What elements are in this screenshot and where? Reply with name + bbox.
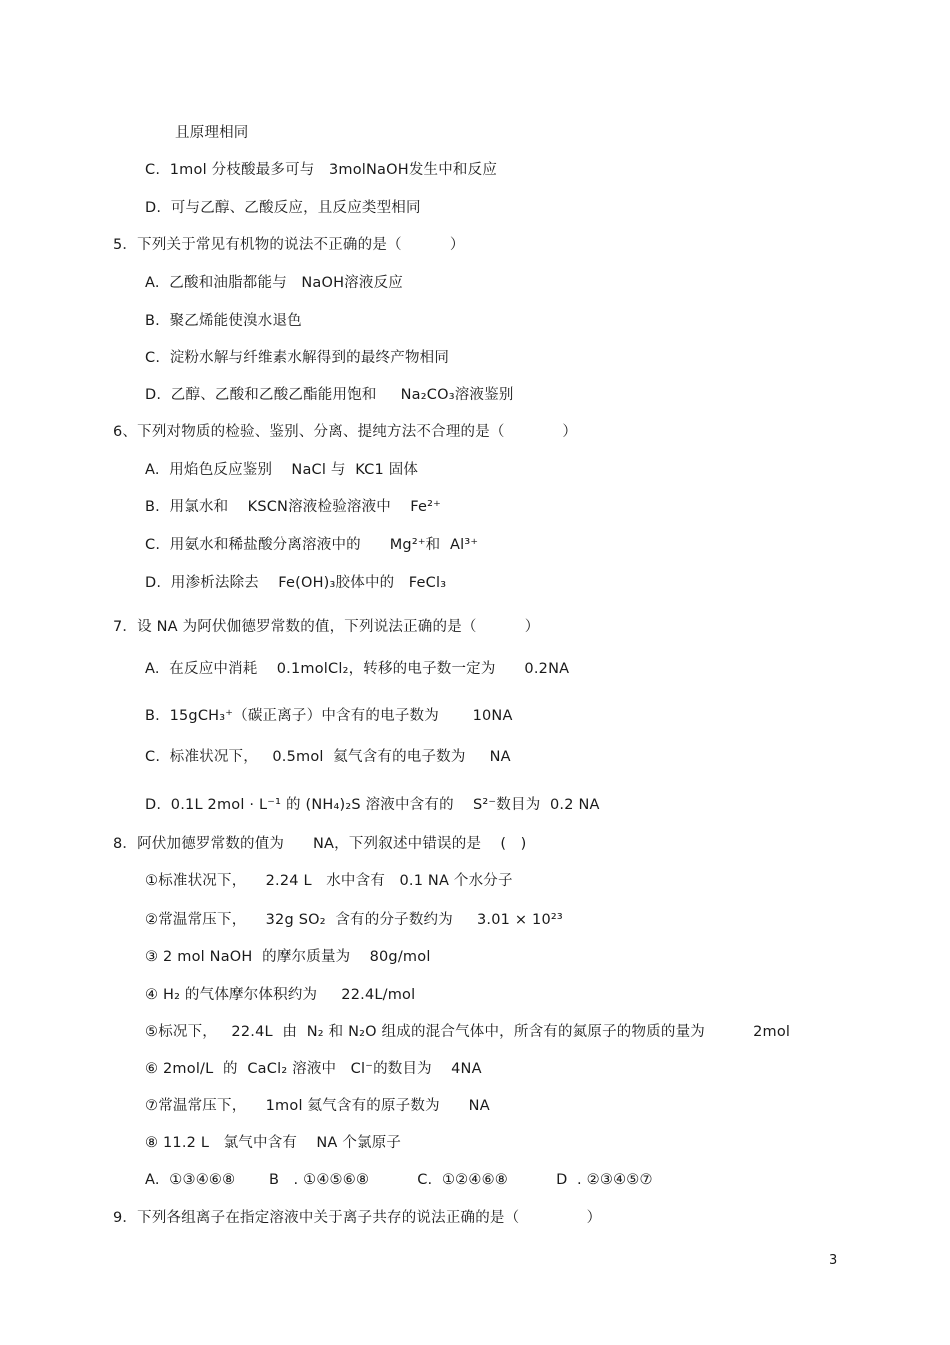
- question-5: 5．下列关于常见有机物的说法不正确的是（ ）: [113, 237, 465, 253]
- option-d: D. 用渗析法除去 Fe(OH)₃胶体中的 FeCl₃: [145, 575, 447, 591]
- option-c: C. 1mol 分枝酸最多可与 3molNaOH发生中和反应: [145, 162, 498, 178]
- text-line: 且原理相同: [175, 125, 249, 141]
- statement-7: ⑦常温常压下， 1mol 氦气含有的原子数为 NA: [145, 1098, 490, 1114]
- statement-6: ⑥ 2mol/L 的 CaCl₂ 溶液中 Cl⁻的数目为 4NA: [145, 1061, 482, 1077]
- statement-1: ①标准状况下， 2.24 L 水中含有 0.1 NA 个水分子: [145, 873, 513, 889]
- option-a: A. 用焰色反应鉴别 NaCl 与 KC1 固体: [145, 462, 419, 478]
- option-c: C. 用氨水和稀盐酸分离溶液中的 Mg²⁺和 Al³⁺: [145, 537, 479, 553]
- option-d: D. 乙醇、乙酸和乙酸乙酯能用饱和 Na₂CO₃溶液鉴别: [145, 387, 514, 403]
- statement-5: ⑤标况下， 22.4L 由 N₂ 和 N₂O 组成的混合气体中，所含有的氮原子的物质的量为 2mol: [145, 1024, 791, 1040]
- question-6: 6、下列对物质的检验、鉴别、分离、提纯方法不合理的是（ ）: [113, 424, 578, 440]
- option-a: A. 乙酸和油脂都能与 NaOH溶液反应: [145, 275, 403, 291]
- page-number: 3: [829, 1253, 838, 1268]
- option-c: C. 淀粉水解与纤维素水解得到的最终产物相同: [145, 350, 450, 366]
- statement-2: ②常温常压下， 32g SO₂ 含有的分子数约为 3.01 × 10²³: [145, 912, 563, 928]
- statement-4: ④ H₂ 的气体摩尔体积约为 22.4L/mol: [145, 987, 416, 1003]
- option-b: B. 15gCH₃⁺（碳正离子）中含有的电子数为 10NA: [145, 708, 513, 724]
- statement-3: ③ 2 mol NaOH 的摩尔质量为 80g/mol: [145, 949, 431, 965]
- question-7: 7．设 NA 为阿伏伽德罗常数的值，下列说法正确的是（ ）: [113, 619, 540, 635]
- statement-8: ⑧ 11.2 L 氯气中含有 NA 个氯原子: [145, 1135, 402, 1151]
- option-d: D. 可与乙醇、乙酸反应，且反应类型相同: [145, 200, 421, 216]
- question-9: 9．下列各组离子在指定溶液中关于离子共存的说法正确的是（ ）: [113, 1210, 602, 1226]
- answer-options: A. ①③④⑥⑧ B . ①④⑤⑥⑧ C. ①②④⑥⑧ D . ②③④⑤⑦: [145, 1172, 653, 1188]
- option-d: D. 0.1L 2mol · L⁻¹ 的 (NH₄)₂S 溶液中含有的 S²⁻数目为 0.2 NA: [145, 797, 600, 813]
- option-a: A. 在反应中消耗 0.1molCl₂，转移的电子数一定为 0.2NA: [145, 661, 570, 677]
- option-b: B. 聚乙烯能使溴水退色: [145, 313, 302, 329]
- option-c: C. 标准状况下， 0.5mol 氦气含有的电子数为 NA: [145, 749, 511, 765]
- option-b: B. 用氯水和 KSCN溶液检验溶液中 Fe²⁺: [145, 499, 441, 515]
- question-8: 8．阿伏加德罗常数的值为 NA，下列叙述中错误的是 ( ): [113, 836, 527, 852]
